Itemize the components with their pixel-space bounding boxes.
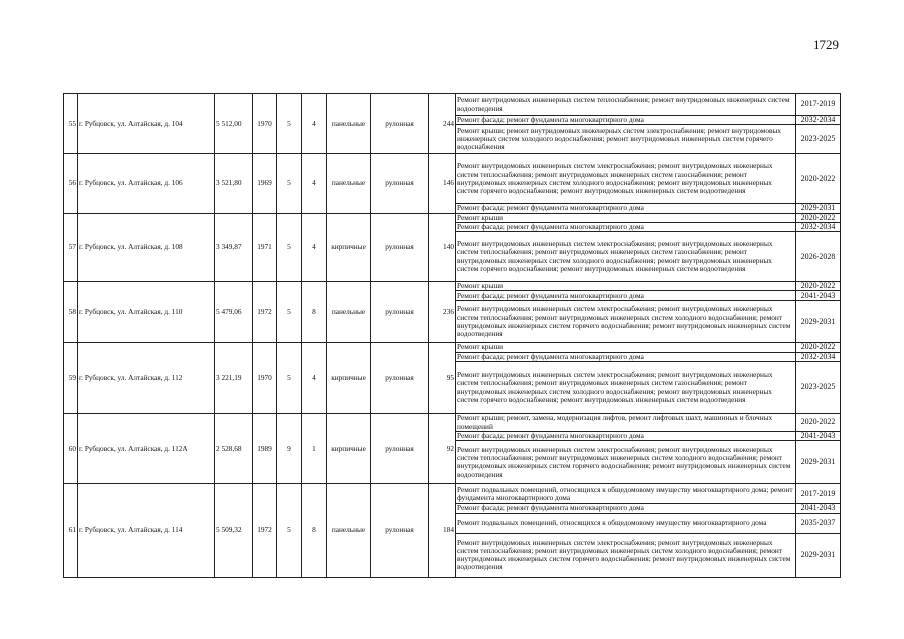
wall-material: панельные: [327, 282, 371, 343]
work-period: 2029-2031: [796, 204, 841, 213]
work-period: 2017-2019: [796, 94, 841, 116]
work-description: Ремонт внутридомовых инженерных систем электроснабжения; ремонт внутридомовых инженерных систем теплоснабжения; ремонт внутридомовых инженерных систем газоснабжения; ремонт внутридомовых инженерных систем холодного водоснабжения; ремонт внутридомовых инженерных систем горячего водоснабжения; ремонт внутридомовых инженерных систем водоотведения: [456, 154, 796, 204]
work-period: 2020-2022: [796, 282, 841, 291]
flat-count: 236: [429, 282, 456, 343]
wall-material: панельные: [327, 484, 371, 577]
work-description: Ремонт крыши: [456, 213, 796, 222]
wall-material: кирпичные: [327, 343, 371, 414]
work-period: 2029-2031: [796, 441, 841, 484]
entrance-count: 4: [302, 154, 327, 213]
roof-type: рулонная: [371, 282, 429, 343]
row-number: 61: [64, 484, 78, 577]
flat-count: 140: [429, 213, 456, 282]
table-row: [64, 154, 841, 204]
work-period: 2023-2025: [796, 125, 841, 154]
table-row: [64, 343, 841, 352]
work-description: Ремонт внутридомовых инженерных систем электроснабжения; ремонт внутридомовых инженерных систем теплоснабжения; ремонт внутридомовых инженерных систем холодного водоснабжения; ремонт внутридомовых инженерных систем горячего водоснабжения; ремонт внутридомовых инженерных систем водоотведения: [456, 441, 796, 484]
building-address: г. Рубцовск, ул. Алтайская, д. 112А: [78, 414, 215, 484]
roof-type: рулонная: [371, 484, 429, 577]
floor-count: 5: [277, 282, 302, 343]
floor-count: 5: [277, 154, 302, 213]
row-number: 59: [64, 343, 78, 414]
flat-count: 92: [429, 414, 456, 484]
table-row: [64, 282, 841, 291]
entrance-count: 1: [302, 414, 327, 484]
work-description: Ремонт фасада; ремонт фундамента многоквартирного дома: [456, 504, 796, 513]
building-address: г. Рубцовск, ул. Алтайская, д. 108: [78, 213, 215, 282]
work-description: Ремонт крыши: [456, 282, 796, 291]
entrance-count: 8: [302, 484, 327, 577]
work-period: 2026-2028: [796, 232, 841, 282]
work-description: Ремонт крыши: [456, 343, 796, 352]
flat-count: 244: [429, 94, 456, 154]
building-area: 2 528,68: [215, 414, 253, 484]
row-number: 60: [64, 414, 78, 484]
work-description: Ремонт фасада; ремонт фундамента многоквартирного дома: [456, 352, 796, 361]
entrance-count: 4: [302, 213, 327, 282]
work-description: Ремонт внутридомовых инженерных систем теплоснабжения; ремонт внутридомовых инженерных систем водоотведения: [456, 94, 796, 116]
floor-count: 9: [277, 414, 302, 484]
flat-count: 95: [429, 343, 456, 414]
table-row: [64, 94, 841, 116]
work-period: 2020-2022: [796, 343, 841, 352]
wall-material: панельные: [327, 154, 371, 213]
wall-material: кирпичные: [327, 213, 371, 282]
work-description: Ремонт внутридомовых инженерных систем электроснабжения; ремонт внутридомовых инженерных систем теплоснабжения; ремонт внутридомовых инженерных систем газоснабжения; ремонт внутридомовых инженерных систем холодного водоснабжения; ремонт внутридомовых инженерных систем горячего водоснабжения; ремонт внутридомовых инженерных систем водоотведения: [456, 362, 796, 414]
work-period: 2032-2034: [796, 116, 841, 125]
work-period: 2041-2043: [796, 504, 841, 513]
work-description: Ремонт фасада; ремонт фундамента многоквартирного дома: [456, 222, 796, 231]
row-number: 56: [64, 154, 78, 213]
building-area: 5 479,06: [215, 282, 253, 343]
row-number: 58: [64, 282, 78, 343]
work-period: 2023-2025: [796, 362, 841, 414]
work-description: Ремонт крыши; ремонт, замена, модернизация лифтов, ремонт лифтовых шахт, машинных и блочных помещений: [456, 414, 796, 432]
work-description: Ремонт внутридомовых инженерных систем электроснабжения; ремонт внутридомовых инженерных систем теплоснабжения; ремонт внутридомовых инженерных систем холодного водоснабжения; ремонт внутридомовых инженерных систем горячего водоснабжения; ремонт внутридомовых инженерных систем водоотведения: [456, 301, 796, 343]
work-period: 2020-2022: [796, 154, 841, 204]
work-period: 2041-2043: [796, 432, 841, 441]
work-period: 2029-2031: [796, 533, 841, 577]
entrance-count: 4: [302, 343, 327, 414]
building-address: г. Рубцовск, ул. Алтайская, д. 104: [78, 94, 215, 154]
table-body: [64, 94, 841, 578]
construction-year: 1971: [253, 213, 277, 282]
building-address: г. Рубцовск, ул. Алтайская, д. 110: [78, 282, 215, 343]
page-number: 1729: [813, 37, 839, 52]
floor-count: 5: [277, 343, 302, 414]
construction-year: 1989: [253, 414, 277, 484]
construction-year: 1972: [253, 484, 277, 577]
wall-material: кирпичные: [327, 414, 371, 484]
roof-type: рулонная: [371, 414, 429, 484]
row-number: 55: [64, 94, 78, 154]
work-period: 2032-2034: [796, 222, 841, 231]
work-period: 2017-2019: [796, 484, 841, 504]
flat-count: 184: [429, 484, 456, 577]
building-area: 3 221,19: [215, 343, 253, 414]
work-description: Ремонт фасада; ремонт фундамента многоквартирного дома: [456, 291, 796, 301]
work-description: Ремонт крыши; ремонт внутридомовых инженерных систем электроснабжения; ремонт внутридомовых инженерных систем холодного водоснабжения; ремонт внутридомовых инженерных систем горячего водоснабжения: [456, 125, 796, 154]
work-period: 2041-2043: [796, 291, 841, 301]
roof-type: рулонная: [371, 154, 429, 213]
building-area: 5 512,00: [215, 94, 253, 154]
flat-count: 146: [429, 154, 456, 213]
floor-count: 5: [277, 94, 302, 154]
work-description: Ремонт фасада; ремонт фундамента многоквартирного дома: [456, 116, 796, 125]
building-area: 5 509,32: [215, 484, 253, 577]
work-description: Ремонт фасада; ремонт фундамента многоквартирного дома: [456, 432, 796, 441]
building-address: г. Рубцовск, ул. Алтайская, д. 114: [78, 484, 215, 577]
floor-count: 5: [277, 213, 302, 282]
floor-count: 5: [277, 484, 302, 577]
building-area: 3 521,80: [215, 154, 253, 213]
work-period: 2032-2034: [796, 352, 841, 361]
building-address: г. Рубцовск, ул. Алтайская, д. 112: [78, 343, 215, 414]
work-period: 2020-2022: [796, 213, 841, 222]
construction-year: 1972: [253, 282, 277, 343]
work-description: Ремонт подвальных помещений, относящихся к общедомовому имуществу многоквартирного дома; ремонт фундамента многоквартирного дома: [456, 484, 796, 504]
row-number: 57: [64, 213, 78, 282]
roof-type: рулонная: [371, 213, 429, 282]
roof-type: рулонная: [371, 94, 429, 154]
work-period: 2035-2037: [796, 513, 841, 533]
construction-year: 1970: [253, 94, 277, 154]
roof-type: рулонная: [371, 343, 429, 414]
work-period: 2029-2031: [796, 301, 841, 343]
table-row: [64, 484, 841, 504]
wall-material: панельные: [327, 94, 371, 154]
repair-program-table: [63, 93, 841, 578]
construction-year: 1969: [253, 154, 277, 213]
work-description: Ремонт подвальных помещений, относящихся к общедомовому имуществу многоквартирного дома: [456, 513, 796, 533]
construction-year: 1970: [253, 343, 277, 414]
work-period: 2020-2022: [796, 414, 841, 432]
entrance-count: 8: [302, 282, 327, 343]
work-description: Ремонт внутридомовых инженерных систем электроснабжения; ремонт внутридомовых инженерных систем теплоснабжения; ремонт внутридомовых инженерных систем газоснабжения; ремонт внутридомовых инженерных систем холодного водоснабжения; ремонт внутридомовых инженерных систем горячего водоснабжения; ремонт внутридомовых инженерных систем водоотведения: [456, 232, 796, 282]
building-address: г. Рубцовск, ул. Алтайская, д. 106: [78, 154, 215, 213]
table-row: [64, 213, 841, 222]
work-description: Ремонт фасада; ремонт фундамента многоквартирного дома: [456, 204, 796, 213]
work-description: Ремонт внутридомовых инженерных систем электроснабжения; ремонт внутридомовых инженерных систем теплоснабжения; ремонт внутридомовых инженерных систем холодного водоснабжения; ремонт внутридомовых инженерных систем горячего водоснабжения; ремонт внутридомовых инженерных систем водоотведения: [456, 533, 796, 577]
entrance-count: 4: [302, 94, 327, 154]
table-row: [64, 414, 841, 432]
building-area: 3 349,87: [215, 213, 253, 282]
